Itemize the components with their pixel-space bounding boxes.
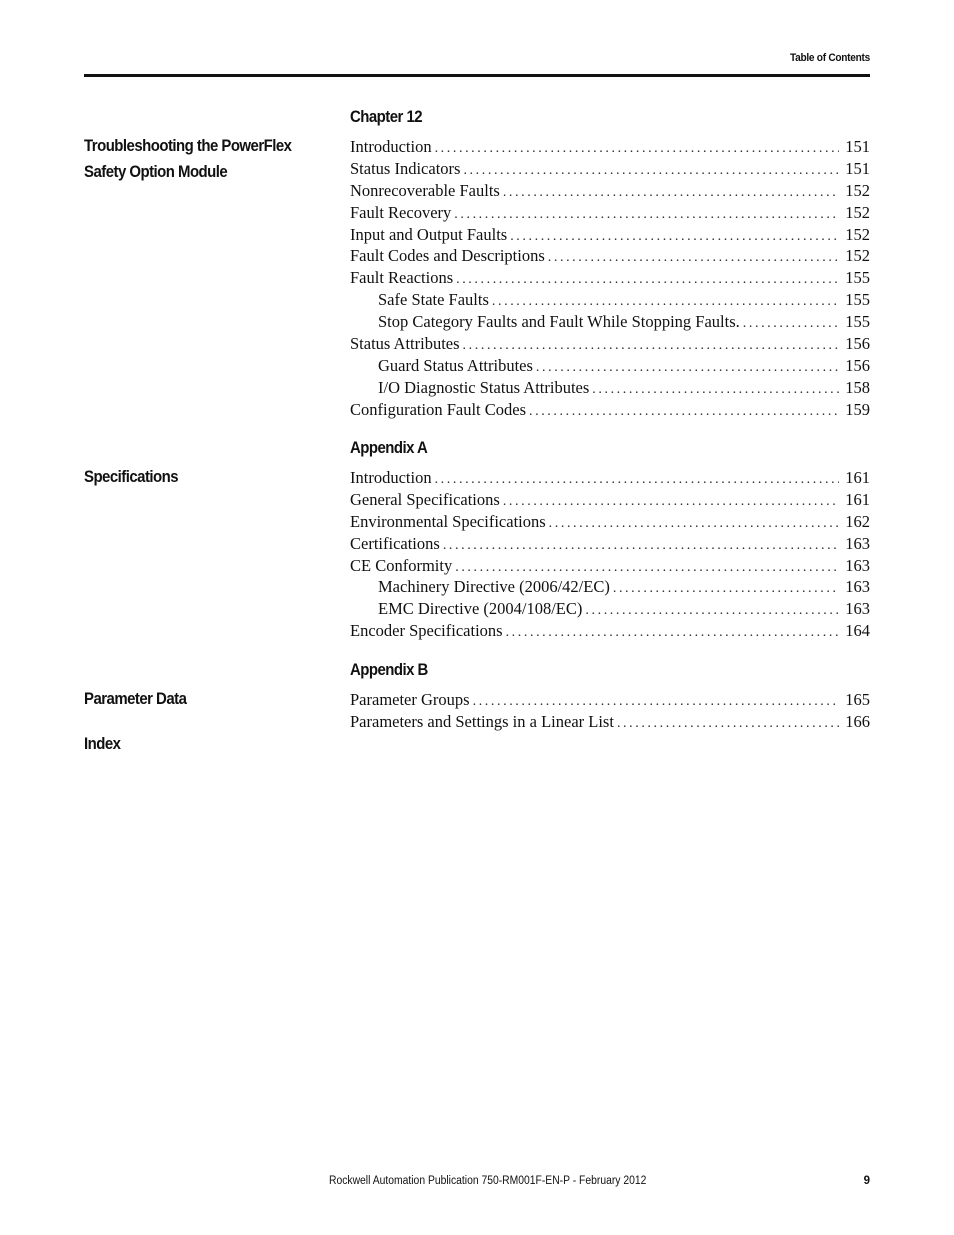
toc-leader-dots xyxy=(529,401,839,423)
toc-entry-text: EMC Directive (2004/108/EC) xyxy=(378,599,583,619)
toc-entry[interactable] xyxy=(350,311,870,333)
toc-entry-text: Introduction xyxy=(350,468,432,487)
footer-page-number: 9 xyxy=(863,1175,870,1187)
toc-entry-page: 152 xyxy=(845,224,870,244)
toc-entry-page: 161 xyxy=(845,489,870,509)
toc-entry[interactable] xyxy=(350,202,870,224)
appendix-b-heading: Appendix B xyxy=(350,660,428,679)
toc-entry-page: 158 xyxy=(845,377,870,397)
toc-entry-text: Safe State Faults xyxy=(378,290,489,310)
toc-leader-dots xyxy=(549,513,840,535)
toc-entry[interactable] xyxy=(350,224,870,246)
toc-entry-text: CE Conformity xyxy=(350,555,453,575)
toc-leader-dots xyxy=(743,313,839,335)
toc-entry-page: 164 xyxy=(845,621,870,641)
toc-entry[interactable] xyxy=(350,576,870,598)
toc-entry-text: Input and Output Faults xyxy=(350,224,508,244)
toc-leader-dots xyxy=(503,491,839,513)
chapter-12-title: Troubleshooting the PowerFlex Safety Option Module xyxy=(84,136,292,181)
toc-entry-page: 159 xyxy=(845,399,870,419)
toc-entry-page: 163 xyxy=(845,577,870,597)
toc-entry-text: Fault Recovery xyxy=(350,202,452,222)
toc-entry-text: Status Indicators xyxy=(350,158,461,178)
toc-leader-dots xyxy=(585,600,839,622)
toc-leader-dots xyxy=(613,578,839,600)
toc-entry-page: 163 xyxy=(845,533,870,553)
toc-leader-dots xyxy=(592,379,839,401)
appendix-a-toc xyxy=(350,467,870,642)
toc-entry[interactable] xyxy=(350,533,870,555)
toc-leader-dots xyxy=(492,291,839,313)
toc-entry[interactable] xyxy=(350,489,870,511)
appendix-a-heading: Appendix A xyxy=(350,438,428,457)
toc-leader-dots xyxy=(510,226,839,248)
toc-entry-text: Fault Reactions xyxy=(350,268,454,288)
toc-entry[interactable] xyxy=(350,136,870,158)
page-header-title: Table of Contents xyxy=(789,52,870,64)
toc-entry[interactable] xyxy=(350,711,870,733)
toc-leader-dots xyxy=(454,204,839,226)
toc-entry-text: Introduction xyxy=(350,137,432,156)
toc-entry-text: Environmental Specifications xyxy=(350,511,546,531)
toc-entry-text: Guard Status Attributes xyxy=(378,355,533,375)
header-rule xyxy=(84,74,870,77)
toc-entry-page: 163 xyxy=(845,599,870,619)
toc-entry-text: General Specifications xyxy=(350,489,500,509)
toc-entry-page: 166 xyxy=(845,711,870,731)
toc-entry[interactable] xyxy=(350,289,870,311)
toc-leader-dots xyxy=(463,335,840,357)
toc-entry[interactable] xyxy=(350,377,870,399)
toc-entry-text: Parameter Groups xyxy=(350,690,470,709)
toc-entry-page: 152 xyxy=(845,180,870,200)
toc-leader-dots xyxy=(536,357,839,379)
toc-leader-dots xyxy=(435,469,840,491)
toc-entry-text: Nonrecoverable Faults xyxy=(350,180,500,200)
toc-entry-page: 151 xyxy=(845,158,870,178)
appendix-b-toc xyxy=(350,689,870,733)
toc-entry[interactable] xyxy=(350,399,870,421)
toc-leader-dots xyxy=(548,247,839,269)
toc-entry-page: 155 xyxy=(845,312,870,332)
appendix-b-title: Parameter Data xyxy=(84,689,187,708)
toc-entry[interactable] xyxy=(350,245,870,267)
toc-entry-text: Certifications xyxy=(350,533,440,553)
toc-leader-dots xyxy=(463,160,839,182)
appendix-a-title: Specifications xyxy=(84,467,179,486)
toc-leader-dots xyxy=(617,713,839,735)
toc-entry-page: 155 xyxy=(845,290,870,310)
toc-entry[interactable] xyxy=(350,180,870,202)
index-title: Index xyxy=(84,734,121,753)
chapter-12-heading: Chapter 12 xyxy=(350,107,423,126)
toc-entry[interactable] xyxy=(350,598,870,620)
toc-entry[interactable] xyxy=(350,333,870,355)
toc-entry-text: Machinery Directive (2006/42/EC) xyxy=(378,577,610,597)
toc-entry-text: Stop Category Faults and Fault While Stopping Faults. xyxy=(378,312,740,332)
toc-entry-page: 162 xyxy=(845,511,870,531)
toc-leader-dots xyxy=(443,535,839,557)
toc-entry-page: 155 xyxy=(845,268,870,288)
toc-leader-dots xyxy=(455,557,839,579)
toc-entry-text: I/O Diagnostic Status Attributes xyxy=(378,377,590,397)
toc-entry[interactable] xyxy=(350,620,870,642)
toc-entry-text: Configuration Fault Codes xyxy=(350,399,526,419)
footer-publication: Rockwell Automation Publication 750-RM001F-EN-P - February 2012 xyxy=(329,1175,647,1187)
toc-entry-page: 163 xyxy=(845,555,870,575)
toc-entry[interactable] xyxy=(350,511,870,533)
toc-entry-page: 152 xyxy=(845,246,870,266)
toc-entry-page: 161 xyxy=(845,468,870,487)
toc-entry-page: 156 xyxy=(845,355,870,375)
toc-entry[interactable] xyxy=(350,467,870,489)
toc-leader-dots xyxy=(506,622,840,644)
toc-leader-dots xyxy=(456,269,839,291)
toc-entry-page: 151 xyxy=(845,137,870,156)
toc-leader-dots xyxy=(503,182,839,204)
toc-leader-dots xyxy=(435,138,840,160)
toc-entry-page: 165 xyxy=(845,690,870,709)
chapter-12-toc xyxy=(350,136,870,421)
toc-entry[interactable] xyxy=(350,555,870,577)
toc-entry-page: 156 xyxy=(845,334,870,354)
toc-entry[interactable] xyxy=(350,158,870,180)
toc-entry[interactable] xyxy=(350,689,870,711)
toc-entry[interactable] xyxy=(350,267,870,289)
toc-entry-text: Fault Codes and Descriptions xyxy=(350,246,545,266)
toc-entry-text: Parameters and Settings in a Linear List xyxy=(350,711,614,731)
toc-entry-text: Status Attributes xyxy=(350,334,460,354)
toc-entry-text: Encoder Specifications xyxy=(350,621,503,641)
toc-entry[interactable] xyxy=(350,355,870,377)
toc-leader-dots xyxy=(473,691,840,713)
toc-entry-page: 152 xyxy=(845,202,870,222)
